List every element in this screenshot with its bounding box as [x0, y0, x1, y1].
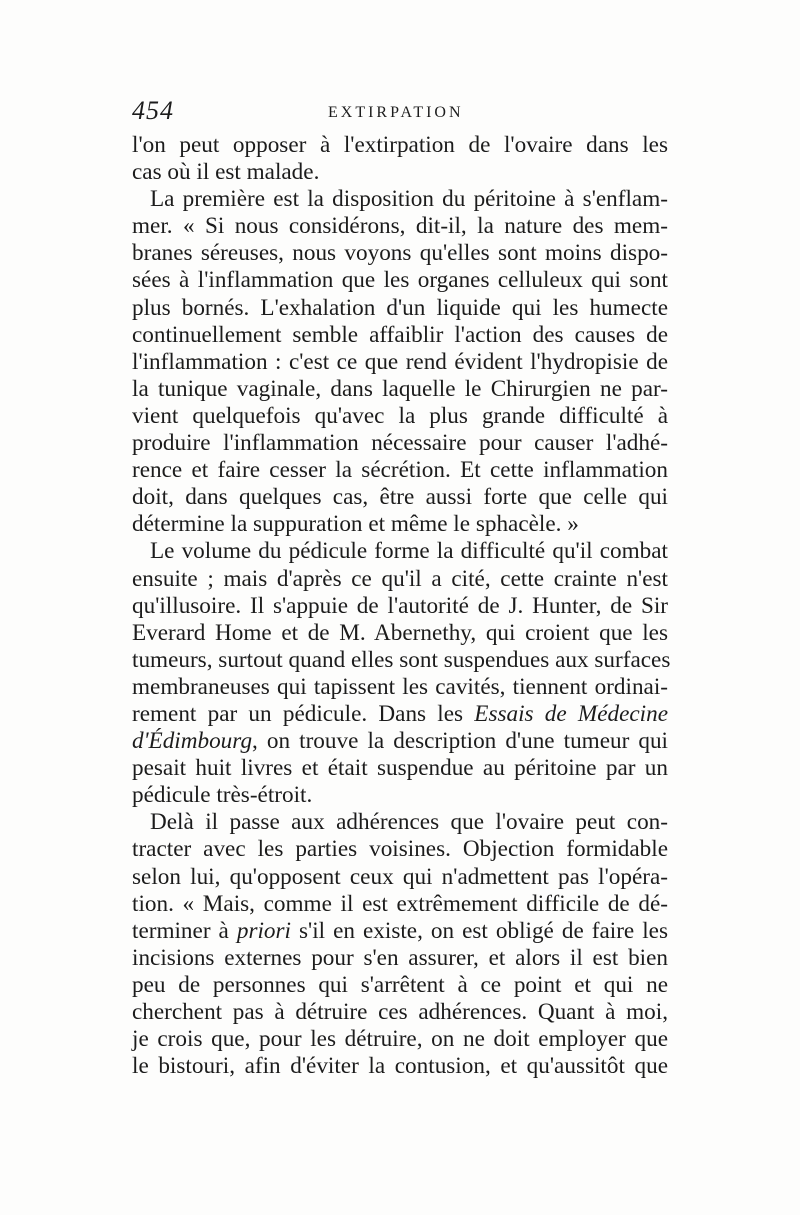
- text-line: branes séreuses, nous voyons qu'elles sont moins dispo-: [132, 240, 668, 267]
- text-line: pesait huit livres et était suspendue au péritoine par un: [132, 755, 668, 782]
- text-line: plus bornés. L'exhalation d'un liquide qui les humecte: [132, 294, 668, 321]
- text-line: l'inflammation : c'est ce que rend évident l'hydropisie de: [132, 348, 668, 375]
- text-line: peu de personnes qui s'arrêtent à ce point et qui ne: [132, 971, 668, 998]
- text-line: mer. « Si nous considérons, dit-il, la nature des mem-: [132, 213, 668, 240]
- text-line: rence et faire cesser la sécrétion. Et cette inflammation: [132, 457, 668, 484]
- paragraph-start-line: Le volume du pédicule forme la difficulté qu'il combat: [150, 538, 668, 565]
- page-number: 454: [132, 96, 174, 125]
- text-segment: , on trouve la description d'une tumeur qui: [252, 728, 668, 755]
- text-line: tion. « Mais, comme il est extrêmement difficile de dé-: [132, 890, 668, 917]
- text-line: doit, dans quelques cas, être aussi forte que celle qui: [132, 484, 668, 511]
- text-line: tracter avec les parties voisines. Objection formidable: [132, 836, 668, 863]
- text-segment: terminer à: [132, 917, 229, 944]
- text-line: l'on peut opposer à l'extirpation de l'ovaire dans les: [132, 132, 668, 158]
- cited-title: d'Édimbourg: [132, 728, 253, 755]
- text-line: ensuite ; mais d'après ce qu'il a cité, cette crainte n'est: [132, 565, 668, 592]
- text-line-with-italic: [132, 918, 668, 945]
- text-line: incisions externes pour s'en assurer, et alors il est bien: [132, 944, 668, 971]
- text-line: le bistouri, afin d'éviter la contusion, et qu'aussitôt que: [132, 1053, 668, 1080]
- text-line: cas où il est malade.: [132, 159, 320, 186]
- text-line: cherchent pas à détruire ces adhérences. Quant à moi,: [132, 999, 668, 1025]
- body-text: [132, 132, 671, 1080]
- text-line: sées à l'inflammation que les organes celluleux qui sont: [132, 267, 668, 294]
- text-line: continuellement semble affaiblir l'action des causes de: [132, 321, 668, 348]
- page-header: [132, 96, 676, 136]
- text-line: pédicule très-étroit.: [132, 782, 313, 809]
- text-line: qu'illusoire. Il s'appuie de l'autorité de J. Hunter, de Sir: [132, 592, 668, 619]
- text-segment: s'il en existe, on est obligé de faire les: [299, 917, 668, 944]
- text-line: membraneuses qui tapissent les cavités, tiennent ordinai-: [132, 673, 668, 700]
- text-line: la tunique vaginale, dans laquelle le Chirurgien ne par-: [132, 375, 668, 402]
- cited-title: Essais de Médecine: [474, 700, 668, 727]
- text-line: je crois que, pour les détruire, on ne doit employer que: [132, 1026, 668, 1053]
- text-line: tumeurs, surtout quand elles sont suspendues aux surfaces: [132, 646, 671, 673]
- paragraph-start-line: La première est la disposition du péritoine à s'enflam-: [150, 186, 668, 213]
- text-segment: rement par un pédicule. Dans les: [132, 700, 464, 727]
- text-line: Everard Home et de M. Abernethy, qui croient que les: [132, 619, 668, 646]
- running-title: EXTIRPATION: [328, 104, 464, 121]
- italic-term: priori: [236, 917, 291, 944]
- text-line: selon lui, qu'opposent ceux qui n'admettent pas l'opéra-: [132, 863, 668, 890]
- text-line-with-citation: [132, 701, 668, 728]
- text-line: produire l'inflammation nécessaire pour causer l'adhé-: [132, 430, 668, 457]
- text-line: détermine la suppuration et même le sphacèle. »: [132, 511, 579, 538]
- paragraph-start-line: Delà il passe aux adhérences que l'ovaire peut con-: [150, 809, 668, 836]
- text-line-with-citation: [132, 728, 668, 755]
- text-line: vient quelquefois qu'avec la plus grande difficulté à: [132, 402, 668, 429]
